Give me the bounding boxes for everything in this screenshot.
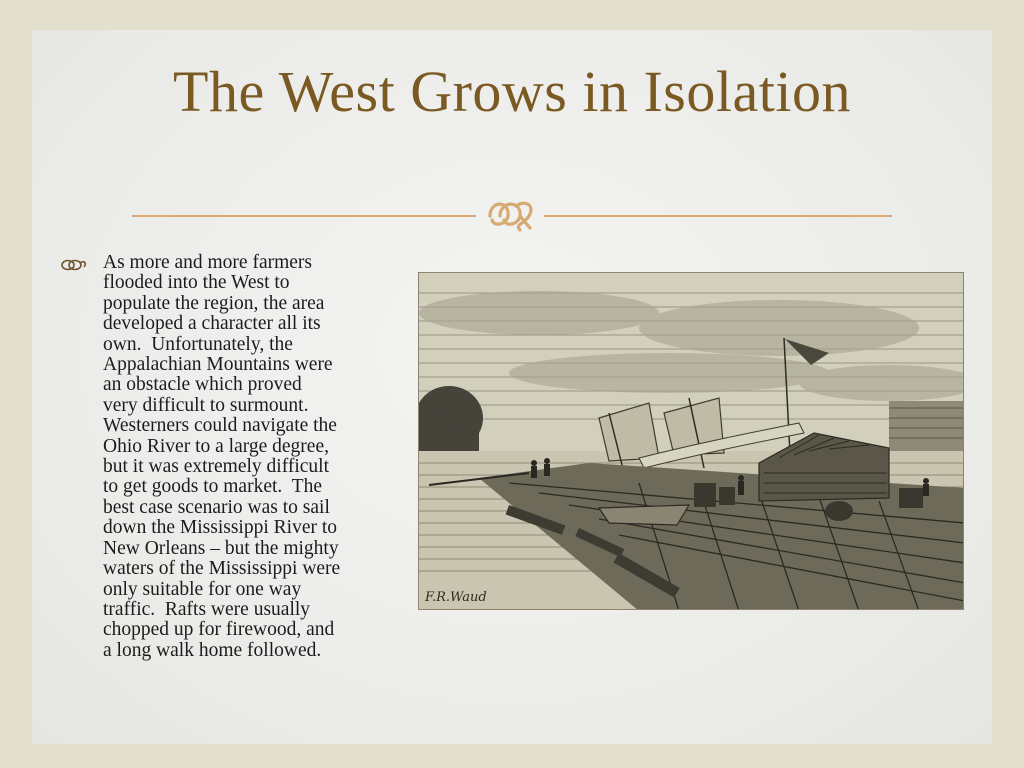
divider-rule-left	[132, 215, 476, 217]
engraver-signature: F.R.Waud	[425, 590, 487, 605]
title-divider	[132, 194, 892, 234]
ornament-flourish-icon	[476, 194, 544, 234]
bullet-text: As more and more farmers flooded into the West to populate the region, the area developed a character all its own. Unfortunately, the Appalachian Mountains were an obstacle which proved very difficult to surmount. Westerners could navigate the Ohio River to a large degree, but it was extremely difficult to get goods to market. The best case scenario was to sail down the Mississippi River to New Orleans – but the mighty waters of the Mississippi were only suitable for one way traffic. Rafts were usually chopped up for firewood, and a long walk home followed.	[103, 252, 341, 661]
engraving-flatboat-image	[418, 272, 964, 610]
slide-title: The West Grows in Isolation	[173, 59, 851, 124]
divider-rule-right	[544, 215, 892, 217]
interlaced-rings-icon	[60, 258, 88, 272]
